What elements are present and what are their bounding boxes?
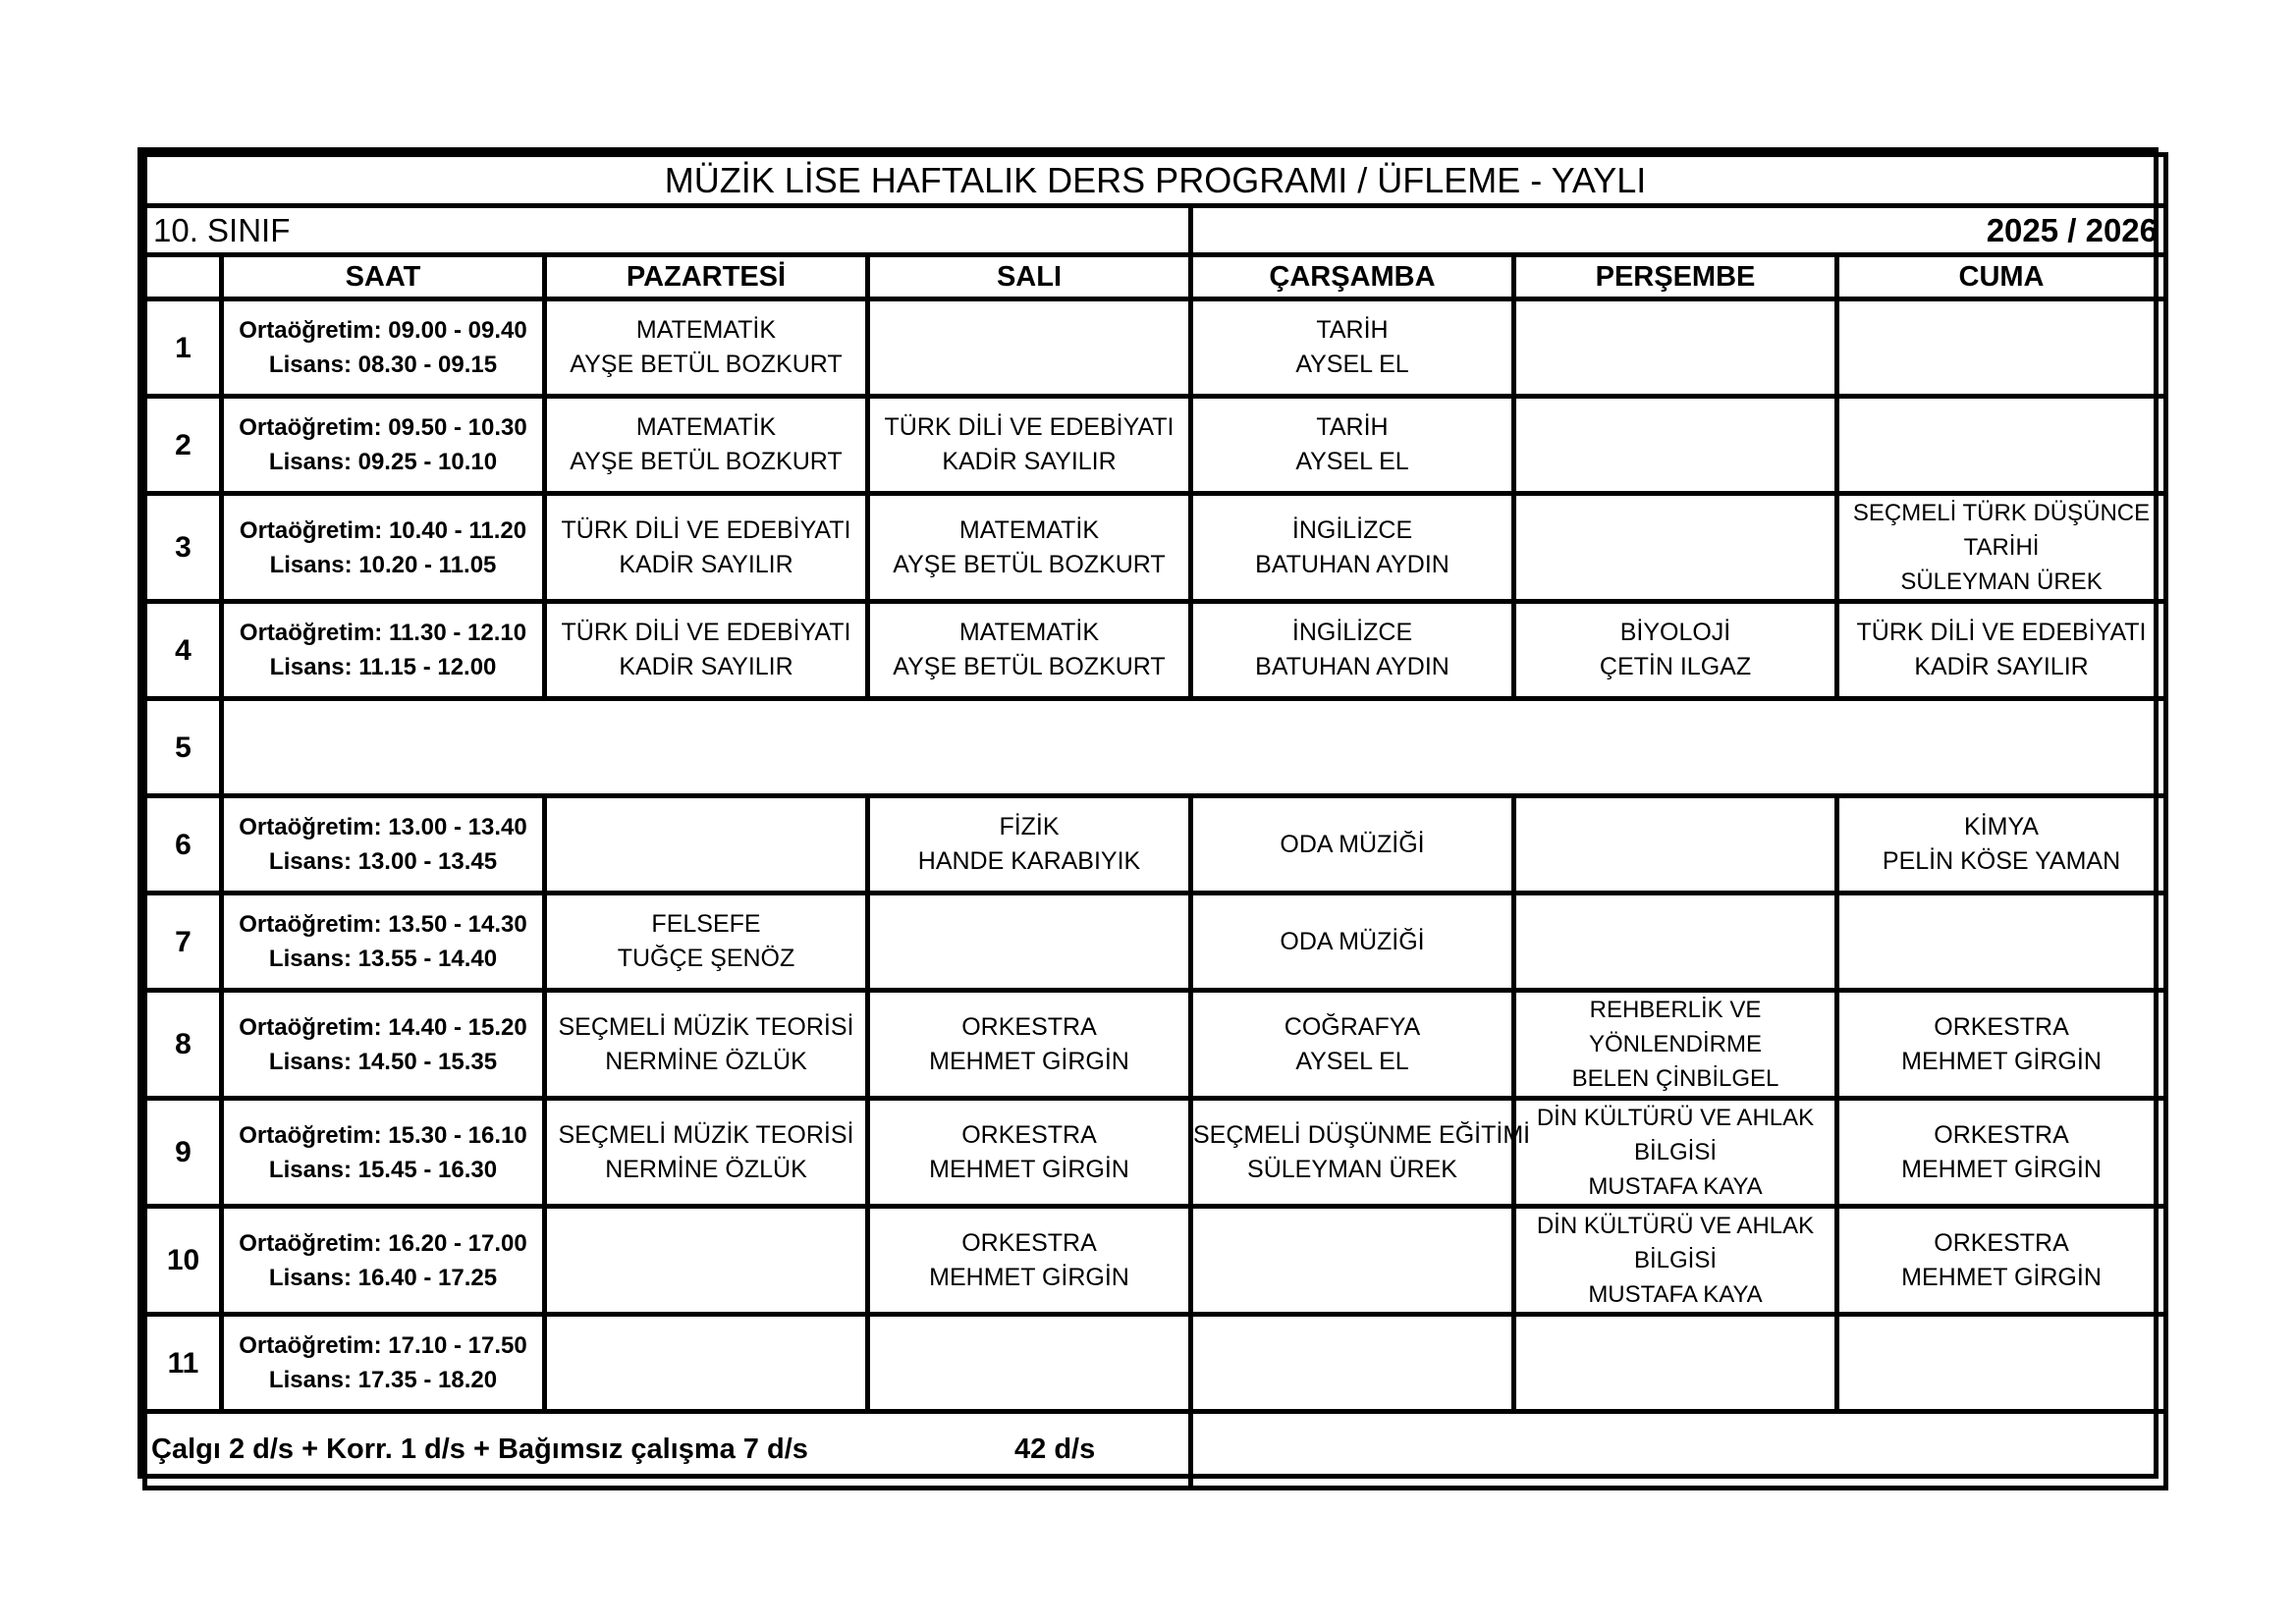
page-title: MÜZİK LİSE HAFTALIK DERS PROGRAMI / ÜFLEME - YAYLI (145, 155, 2166, 206)
lesson-name: SEÇMELİ TÜRK DÜŞÜNCE (1852, 500, 2151, 526)
lesson-cell-persembe (1514, 1099, 1837, 1207)
teacher-name: BATUHAN AYDIN (1255, 653, 1449, 680)
secondary-time: Ortaöğretim: 13.50 - 14.30 (239, 911, 527, 938)
secondary-time: Ortaöğretim: 15.30 - 16.10 (239, 1121, 527, 1149)
table-row (145, 299, 2166, 397)
lesson-name: TÜRK DİLİ VE EDEBİYATI (561, 619, 851, 646)
lesson-cell-persembe (1514, 1207, 1837, 1315)
lesson-cell-cuma (1837, 494, 2166, 602)
header-cell-persembe: PERŞEMBE (1514, 255, 1837, 299)
lesson-name: TÜRK DİLİ VE EDEBİYATI (561, 515, 851, 544)
teacher-name: KADİR SAYILIR (1914, 653, 2089, 680)
header-cell-saat: SAAT (222, 255, 545, 299)
teacher-name: MUSTAFA KAYA (1588, 1173, 1763, 1200)
lesson-name: ORKESTRA (961, 1228, 1097, 1257)
license-time: Lisans: 09.25 - 10.10 (268, 449, 498, 475)
header-cell-sali: SALI (868, 255, 1191, 299)
lesson-cell-cuma (1837, 397, 2166, 494)
lesson-name: TÜRK DİLİ VE EDEBİYATI (884, 413, 1175, 441)
lesson-cell-persembe (1514, 299, 1837, 397)
lesson-cell-carsamba (1191, 494, 1514, 602)
secondary-time: Ortaöğretim: 14.40 - 15.20 (239, 1013, 527, 1041)
lesson-cell-carsamba (1191, 602, 1514, 699)
time-cell (222, 397, 545, 494)
lesson-cell-persembe (1514, 397, 1837, 494)
teacher-name: MEHMET GİRGİN (1901, 1047, 2102, 1075)
period-number: 9 (145, 1099, 222, 1207)
lesson-cell-cuma (1837, 602, 2166, 699)
header-cell-carsamba: ÇARŞAMBA (1191, 255, 1514, 299)
lesson-cell-cuma (1837, 893, 2166, 991)
teacher-name: PELİN KÖSE YAMAN (1882, 847, 2121, 875)
lesson-cell-persembe (1514, 893, 1837, 991)
license-time: Lisans: 08.30 - 09.15 (268, 352, 498, 378)
lesson-name: MATEMATİK (958, 619, 1100, 646)
lesson-cell-carsamba (1191, 796, 1514, 893)
lesson-cell-cuma (1837, 1099, 2166, 1207)
time-cell (222, 796, 545, 893)
lesson-name: TARİH (1316, 413, 1389, 441)
table-row (145, 1207, 2166, 1315)
lesson-cell-pazartesi (545, 397, 868, 494)
time-cell (222, 494, 545, 602)
secondary-time: Ortaöğretim: 13.00 - 13.40 (239, 814, 527, 840)
lesson-name: ODA MÜZİĞİ (1280, 830, 1425, 858)
secondary-time: Ortaöğretim: 11.30 - 12.10 (239, 620, 527, 646)
teacher-name: KADİR SAYILIR (942, 448, 1117, 475)
lesson-name: COĞRAFYA (1284, 1012, 1421, 1041)
teacher-name: AYŞE BETÜL BOZKURT (570, 351, 843, 378)
teacher-name: MEHMET GİRGİN (1901, 1263, 2102, 1291)
lesson-cell-pazartesi (545, 494, 868, 602)
time-cell (222, 991, 545, 1099)
footer-total: 42 d/s (1014, 1434, 1096, 1465)
school-year: 2025 / 2026 (1191, 206, 2166, 255)
teacher-name: AYŞE BETÜL BOZKURT (893, 550, 1166, 578)
break-cell (222, 699, 2166, 796)
lesson-name: TÜRK DİLİ VE EDEBİYATI (1856, 619, 2147, 646)
lesson-name: TARİH (1316, 316, 1389, 344)
lesson-cell-sali (868, 991, 1191, 1099)
schedule-sheet (137, 147, 2159, 1479)
lesson-cell-persembe (1514, 494, 1837, 602)
lesson-name: İNGİLİZCE (1291, 619, 1413, 646)
teacher-name: MEHMET GİRGİN (1901, 1155, 2102, 1183)
period-number: 8 (145, 991, 222, 1099)
lesson-cell-pazartesi (545, 299, 868, 397)
license-time: Lisans: 15.45 - 16.30 (268, 1156, 498, 1183)
secondary-time: Ortaöğretim: 16.20 - 17.00 (239, 1229, 527, 1257)
teacher-name: MUSTAFA KAYA (1588, 1281, 1763, 1308)
license-time: Lisans: 16.40 - 17.25 (268, 1264, 498, 1291)
lesson-name: ORKESTRA (1934, 1012, 2069, 1041)
lesson-name: FİZİK (999, 813, 1060, 840)
header-cell-cuma: CUMA (1837, 255, 2166, 299)
footer-row (145, 1412, 2166, 1489)
lesson-cell-cuma (1837, 991, 2166, 1099)
time-cell (222, 602, 545, 699)
teacher-name: NERMİNE ÖZLÜK (605, 1047, 807, 1075)
lesson-cell-sali (868, 494, 1191, 602)
lesson-cell-sali (868, 1315, 1191, 1412)
lesson-name: ODA MÜZİĞİ (1280, 927, 1425, 955)
lesson-name: BİLGİSİ (1633, 1139, 1718, 1165)
time-cell (222, 893, 545, 991)
lesson-cell-persembe (1514, 1315, 1837, 1412)
lesson-cell-carsamba (1191, 1207, 1514, 1315)
footer-note: Çalgı 2 d/s + Korr. 1 d/s + Bağımsız çalışma 7 d/s (145, 1412, 1191, 1489)
lesson-name: MATEMATİK (635, 316, 777, 344)
teacher-name: AYSEL EL (1295, 1047, 1409, 1075)
lesson-cell-cuma (1837, 299, 2166, 397)
lesson-cell-carsamba (1191, 397, 1514, 494)
lesson-cell-pazartesi (545, 991, 868, 1099)
teacher-name: AYSEL EL (1295, 351, 1409, 378)
lesson-cell-sali (868, 893, 1191, 991)
lesson-name: İNGİLİZCE (1291, 515, 1413, 544)
teacher-name: BELEN ÇİNBİLGEL (1571, 1065, 1779, 1092)
teacher-name: KADİR SAYILIR (619, 550, 793, 578)
lesson-cell-sali (868, 299, 1191, 397)
time-cell (222, 1099, 545, 1207)
table-row (145, 1315, 2166, 1412)
teacher-name: TUĞÇE ŞENÖZ (617, 945, 795, 972)
teacher-name: AYŞE BETÜL BOZKURT (570, 448, 843, 475)
footer-total-cell (1014, 1412, 2166, 1489)
lesson-cell-persembe (1514, 991, 1837, 1099)
license-time: Lisans: 13.00 - 13.45 (268, 848, 498, 875)
lesson-cell-pazartesi (545, 1099, 868, 1207)
period-number: 10 (145, 1207, 222, 1315)
period-number: 4 (145, 602, 222, 699)
lesson-cell-pazartesi (545, 1315, 868, 1412)
table-row (145, 796, 2166, 893)
lesson-cell-pazartesi (545, 796, 868, 893)
lesson-name: MATEMATİK (958, 515, 1100, 544)
teacher-name: MEHMET GİRGİN (929, 1047, 1129, 1075)
teacher-name: KADİR SAYILIR (619, 653, 793, 680)
period-number: 3 (145, 494, 222, 602)
lesson-name: BİYOLOJİ (1619, 619, 1731, 646)
lesson-cell-cuma (1837, 1315, 2166, 1412)
schedule-table (142, 152, 2168, 1490)
secondary-time: Ortaöğretim: 17.10 - 17.50 (239, 1332, 527, 1359)
lesson-name: KİMYA (1964, 813, 2039, 840)
license-time: Lisans: 11.15 - 12.00 (269, 654, 497, 680)
lesson-cell-sali (868, 1207, 1191, 1315)
time-cell (222, 1207, 545, 1315)
lesson-name: REHBERLİK VE (1589, 997, 1762, 1023)
header-row (145, 255, 2166, 299)
lesson-name: SEÇMELİ MÜZİK TEORİSİ (558, 1120, 854, 1149)
lesson-cell-carsamba (1191, 893, 1514, 991)
lesson-name: YÖNLENDİRME (1588, 1031, 1763, 1057)
table-row (145, 494, 2166, 602)
teacher-name: HANDE KARABIYIK (917, 847, 1141, 875)
lesson-cell-sali (868, 602, 1191, 699)
lesson-cell-persembe (1514, 602, 1837, 699)
lesson-cell-carsamba (1191, 299, 1514, 397)
lesson-name: DİN KÜLTÜRÜ VE AHLAK (1536, 1105, 1815, 1131)
lesson-cell-cuma (1837, 796, 2166, 893)
class-label: 10. SINIF (145, 206, 1191, 255)
teacher-name: AYŞE BETÜL BOZKURT (893, 653, 1166, 680)
time-cell (222, 299, 545, 397)
lesson-name: ORKESTRA (1934, 1120, 2069, 1149)
teacher-name: ÇETİN ILGAZ (1599, 653, 1752, 680)
period-number: 7 (145, 893, 222, 991)
lesson-cell-pazartesi (545, 1207, 868, 1315)
secondary-time: Ortaöğretim: 09.50 - 10.30 (239, 414, 527, 441)
lesson-cell-carsamba (1191, 1315, 1514, 1412)
license-time: Lisans: 13.55 - 14.40 (268, 946, 498, 972)
lesson-cell-sali (868, 397, 1191, 494)
table-row (145, 893, 2166, 991)
lesson-name: ORKESTRA (1934, 1228, 2069, 1257)
period-number: 1 (145, 299, 222, 397)
period-number: 5 (145, 699, 222, 796)
teacher-name: SÜLEYMAN ÜREK (1900, 568, 2103, 595)
header-cell-pazartesi: PAZARTESİ (545, 255, 868, 299)
period-number: 11 (145, 1315, 222, 1412)
lesson-name: SEÇMELİ MÜZİK TEORİSİ (558, 1012, 854, 1041)
license-time: Lisans: 14.50 - 15.35 (268, 1048, 498, 1075)
secondary-time: Ortaöğretim: 09.00 - 09.40 (239, 317, 527, 344)
lesson-name: FELSEFE (651, 910, 761, 938)
lesson-cell-pazartesi (545, 602, 868, 699)
lesson-name: DİN KÜLTÜRÜ VE AHLAK (1536, 1213, 1815, 1239)
license-time: Lisans: 10.20 - 11.05 (269, 551, 497, 578)
secondary-time: Ortaöğretim: 10.40 - 11.20 (239, 516, 527, 544)
time-cell (222, 1315, 545, 1412)
teacher-name: BATUHAN AYDIN (1255, 550, 1449, 578)
lesson-name: BİLGİSİ (1633, 1247, 1718, 1273)
table-row (145, 699, 2166, 796)
lesson-cell-sali (868, 1099, 1191, 1207)
teacher-name: NERMİNE ÖZLÜK (605, 1155, 807, 1183)
lesson-name: SEÇMELİ DÜŞÜNME EĞİTİMİ (1193, 1120, 1531, 1149)
table-row (145, 397, 2166, 494)
table-row (145, 602, 2166, 699)
period-number: 6 (145, 796, 222, 893)
lesson-cell-carsamba (1191, 991, 1514, 1099)
table-row (145, 1099, 2166, 1207)
lesson-cell-persembe (1514, 796, 1837, 893)
lesson-name: ORKESTRA (961, 1012, 1097, 1041)
lesson-cell-carsamba (1191, 1099, 1531, 1207)
lesson-name: MATEMATİK (635, 413, 777, 441)
lesson-name: ORKESTRA (961, 1120, 1097, 1149)
teacher-name: AYSEL EL (1295, 448, 1409, 475)
table-row (145, 991, 2166, 1099)
lesson-cell-pazartesi (545, 893, 868, 991)
lesson-name: TARİHİ (1963, 534, 2040, 561)
teacher-name: MEHMET GİRGİN (929, 1263, 1129, 1291)
teacher-name: MEHMET GİRGİN (929, 1155, 1129, 1183)
license-time: Lisans: 17.35 - 18.20 (268, 1367, 498, 1393)
lesson-cell-cuma (1837, 1207, 2166, 1315)
lesson-cell-sali (868, 796, 1191, 893)
header-cell-blank (145, 255, 222, 299)
period-number: 2 (145, 397, 222, 494)
teacher-name: SÜLEYMAN ÜREK (1247, 1155, 1457, 1183)
